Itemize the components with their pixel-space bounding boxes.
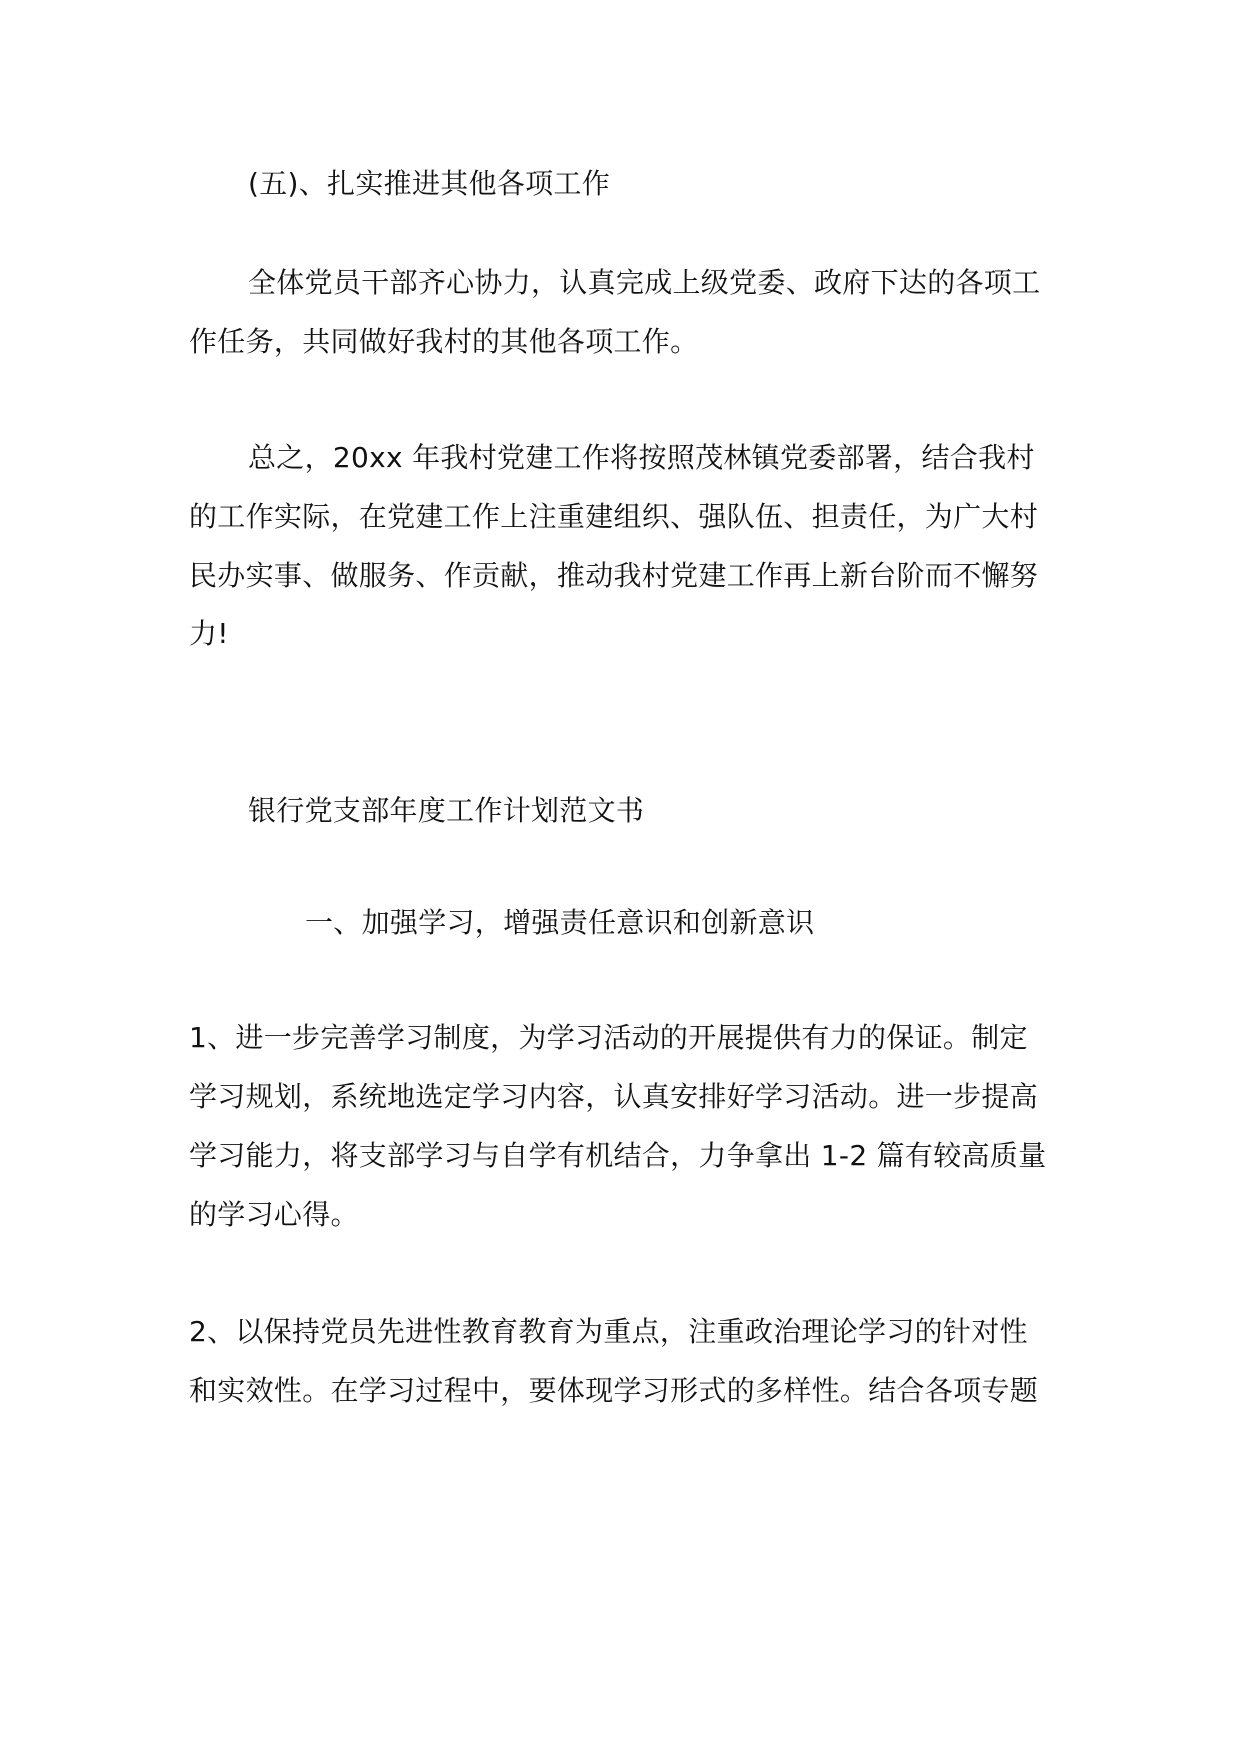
paragraph-line: 的学习心得。 — [189, 1198, 359, 1231]
paragraph-line: 学习规划，系统地选定学习内容，认真安排好学习活动。进一步提高 — [189, 1080, 1039, 1113]
paragraph-line: 1、进一步完善学习制度，为学习活动的开展提供有力的保证。制定 — [189, 1021, 1028, 1054]
document-title: 银行党支部年度工作计划范文书 — [248, 794, 645, 827]
paragraph-line: 力! — [189, 617, 229, 650]
section-heading: (五)、扎实推进其他各项工作 — [248, 167, 611, 200]
paragraph-line: 2、以保持党员先进性教育教育为重点，注重政治理论学习的针对性 — [189, 1315, 1028, 1348]
paragraph-line: 民办实事、做服务、作贡献，推动我村党建工作再上新台阶而不懈努 — [189, 559, 1039, 592]
paragraph-line: 学习能力，将支部学习与自学有机结合，力争拿出 1-2 篇有较高质量 — [189, 1139, 1047, 1172]
section-heading: 一、加强学习，增强责任意识和创新意识 — [305, 906, 815, 939]
paragraph-line: 的工作实际，在党建工作上注重建组织、强队伍、担责任，为广大村 — [189, 500, 1039, 533]
paragraph-line: 和实效性。在学习过程中，要体现学习形式的多样性。结合各项专题 — [189, 1374, 1039, 1407]
paragraph-line: 全体党员干部齐心协力，认真完成上级党委、政府下达的各项工 — [248, 266, 1041, 299]
paragraph-line: 总之，20xx 年我村党建工作将按照茂林镇党委部署，结合我村 — [248, 441, 1035, 474]
paragraph-line: 作任务，共同做好我村的其他各项工作。 — [189, 325, 699, 358]
